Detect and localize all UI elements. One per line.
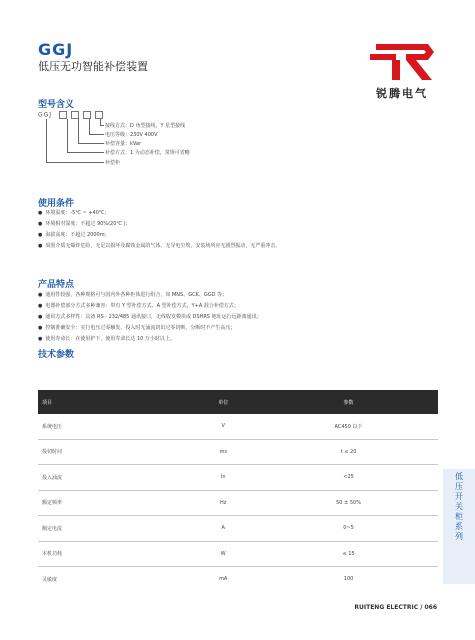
params-table (38, 390, 438, 592)
conditions-list (38, 208, 443, 252)
table-row (38, 439, 438, 465)
table-row (38, 490, 438, 516)
side-tab-char: 列 (455, 532, 463, 541)
features-list (38, 290, 443, 345)
side-tab-char: 低 (455, 472, 463, 481)
product-code: GGJ (38, 40, 74, 59)
table-row (38, 541, 438, 567)
side-tab-char: 关 (455, 502, 463, 511)
model-item-cabinet: 补偿柜 (105, 160, 121, 166)
model-item-capacity: 补偿容量：kVar (105, 141, 142, 147)
model-slot-1 (59, 111, 67, 119)
side-tab-char: 开 (455, 492, 463, 501)
column-header-value: 参数 (259, 390, 438, 414)
table-cell: V (187, 414, 259, 439)
list-item: ● 周围介质无爆炸危险，无足以损坏及腐蚀金属的气体、无导电尘埃，安装场所应无剧烈振动，无严重冲击。 (38, 241, 443, 252)
table-cell: mA (219, 576, 228, 583)
table-row (38, 567, 438, 592)
table-cell: 投入涌流 (38, 465, 187, 491)
table-cell: t ≤ 20 (259, 439, 438, 465)
list-item: ● 环境相对湿度：不超过 90%(20℃ )； (38, 219, 443, 230)
features-heading: 产品特点 (38, 280, 75, 290)
model-slot-2 (71, 111, 79, 119)
table-row (38, 516, 438, 542)
model-slot-4 (95, 111, 103, 119)
list-item: ● 海拔高度：不超过 2000m； (38, 230, 443, 241)
side-tab-char: 系 (455, 522, 463, 531)
column-header-unit: 单位 (187, 390, 259, 414)
logo-text: 锐腾电气 (376, 87, 428, 100)
model-code (38, 111, 103, 119)
table-row (38, 465, 438, 491)
table-cell: 50 ± 50% (259, 490, 438, 516)
conditions-heading: 使用条件 (38, 199, 75, 209)
model-heading: 型号含义 (38, 100, 75, 110)
list-item: ● 通用性较强，各种规格可与国内外各种柜体进行组合，如 MNS、GCK、GGD 等； (38, 290, 443, 301)
table-cell: 0~5 (259, 516, 438, 542)
list-item: ● 控制准确安全：实行电压过零触发，投入时无涌流切出过零切断，分断时不产生高压； (38, 323, 443, 334)
table-cell: 100 (343, 576, 354, 583)
model-slot-3 (83, 111, 91, 119)
product-title: 低压无功智能补偿装置 (38, 60, 148, 73)
model-item-voltage: 电压等级：230V 400V (105, 132, 158, 138)
params-heading: 技术参数 (38, 350, 75, 360)
table-row (38, 414, 438, 439)
table-cell: In (187, 465, 259, 491)
list-item: ● 使用寿命长：在使用护下，使用寿命长达 10 万小时以上。 (38, 334, 443, 345)
model-item-wiring: 接线方式：D 角型接线，Y 星型接线 (105, 123, 186, 129)
list-item: ● 通讯方式多样性：具备 RS - 232/485 通讯接口，无线收发模块或 DSHRS 地址运行远距离通讯； (38, 312, 443, 323)
table-cell: 系统电压 (38, 414, 187, 439)
side-tab-char: 压 (455, 482, 463, 491)
table-cell: 投切时间 (38, 439, 187, 465)
table-cell: ms (187, 439, 259, 465)
list-item: ● 环境温度：-5℃ ~ +40℃； (38, 208, 443, 219)
table-cell: 灵敏度 (42, 576, 58, 583)
column-header-item: 项目 (38, 390, 187, 414)
table-cell: ≤ 15 (259, 541, 438, 567)
table-cell: 额定电流 (38, 516, 187, 542)
table-cell: <25 (259, 465, 438, 491)
model-code-text: GGJ (38, 111, 53, 119)
table-cell: AC450 以下 (259, 414, 438, 439)
table-cell: 额定频率 (38, 490, 187, 516)
side-tab-char: 柜 (455, 512, 463, 521)
page-footer: RUITENG ELECTRIC / 066 (354, 604, 437, 611)
table-header-row (38, 390, 438, 414)
model-item-mode: 补偿方式：1 为动态补偿，常规可省略 (105, 150, 190, 156)
table-cell: Hz (187, 490, 259, 516)
side-tab-label (451, 472, 467, 542)
list-item: ● 电器补偿部分方式多种兼容：带有 Y 型补偿方式，A 型补偿方式，Y+A 混合补偿方式； (38, 301, 443, 312)
table-cell: W (187, 541, 259, 567)
table-cell: A (187, 516, 259, 542)
table-cell: 本机功耗 (38, 541, 187, 567)
